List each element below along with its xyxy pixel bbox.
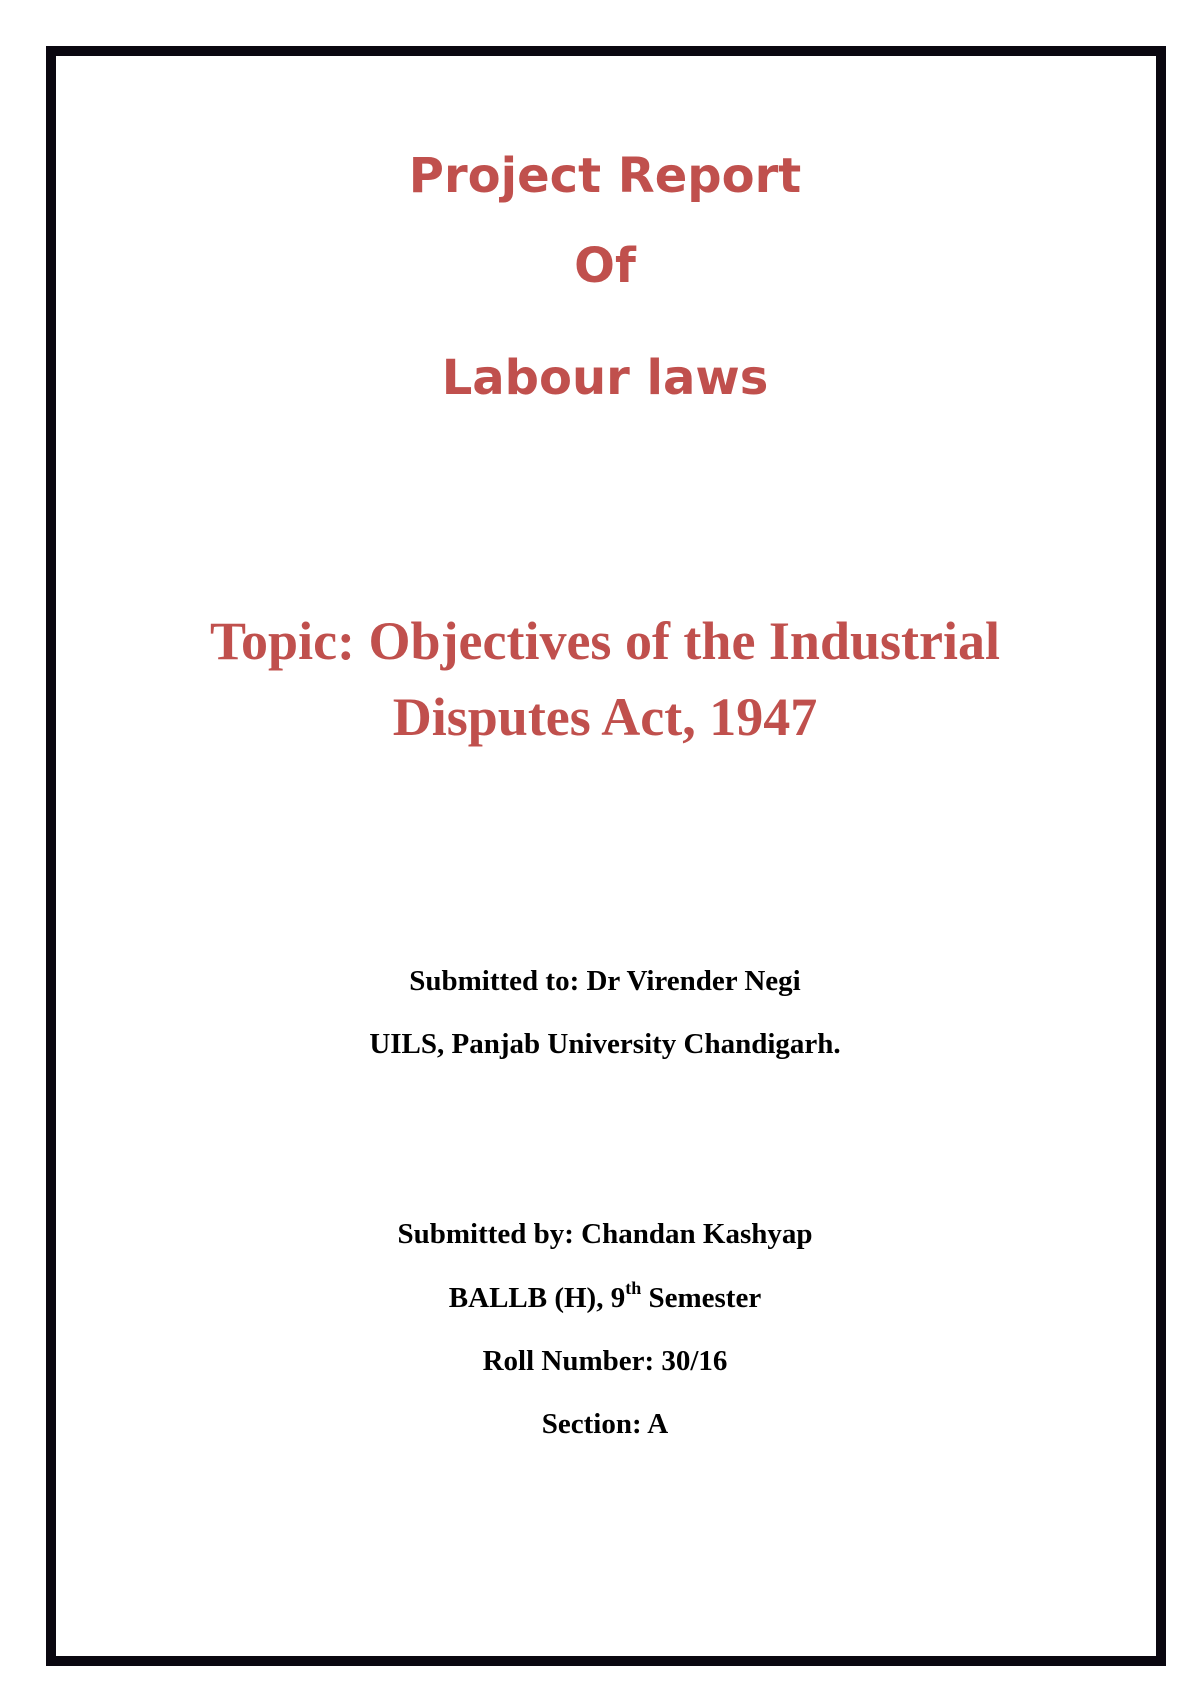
submitted-to: Submitted to: Dr Virender Negi [409, 965, 801, 997]
roll-number: Roll Number: 30/16 [482, 1345, 728, 1377]
section: Section: A [541, 1408, 669, 1440]
course-prefix: BALLB (H), 9 [448, 1282, 626, 1314]
title-line-2: Of [574, 238, 636, 294]
title-line-3: Labour laws [441, 350, 769, 406]
course [5, 1278, 1200, 1315]
topic-line-2: Disputes Act, 1947 [392, 687, 818, 747]
title-line-1: Project Report [408, 148, 802, 204]
submitted-by: Submitted by: Chandan Kashyap [397, 1218, 813, 1250]
topic-line-1: Topic: Objectives of the Industrial [209, 611, 1000, 671]
institution: UILS, Panjab University Chandigarh. [369, 1028, 841, 1060]
course-suffix: Semester [641, 1282, 762, 1314]
course-superscript: th [625, 1278, 642, 1298]
